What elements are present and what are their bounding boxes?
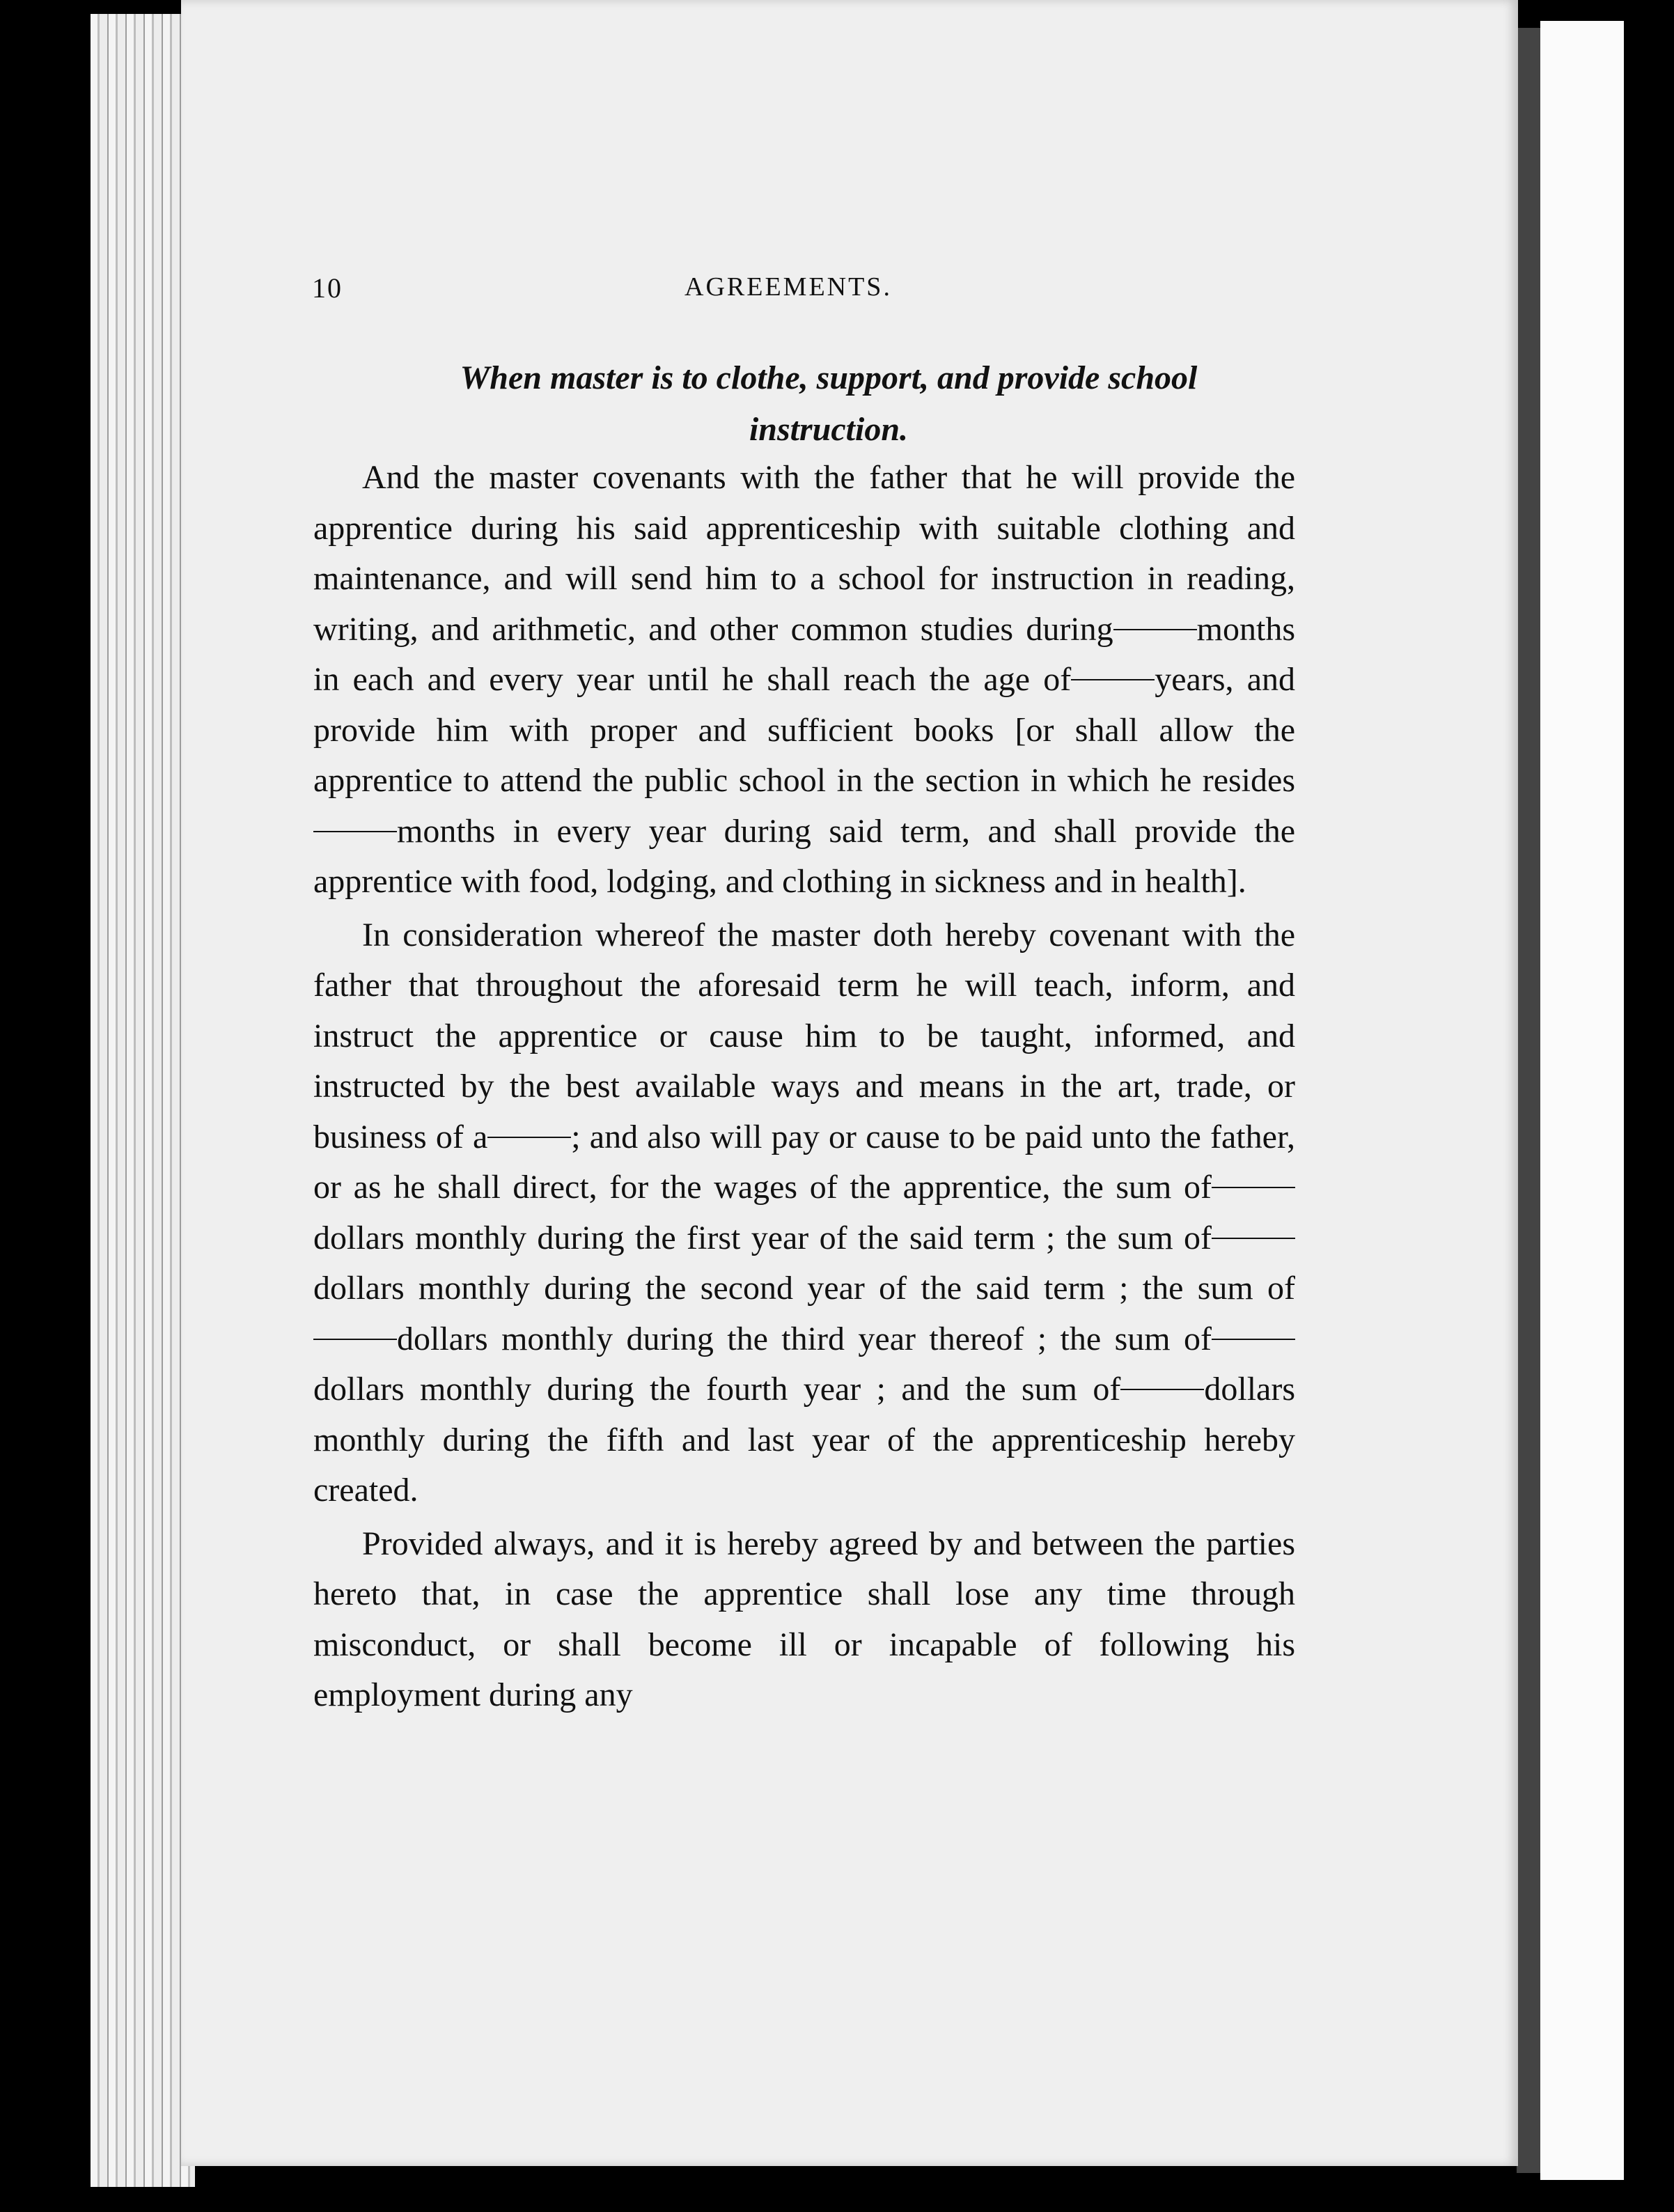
text-segment: months in every year during said term, and shall provide the apprentice with food, lodging, and clothing in sickness and in health]. <box>313 812 1295 900</box>
heading-line-1: When master is to clothe, support, and provide school <box>460 359 1198 396</box>
text-segment: dollars monthly during the first year of the said term ; the sum of <box>313 1219 1212 1256</box>
facing-page-edge <box>1540 21 1624 2180</box>
blank-line <box>1071 679 1155 680</box>
page-header <box>312 272 911 313</box>
blank-line <box>1212 1187 1295 1188</box>
body-text <box>313 453 1295 1721</box>
blank-line <box>313 831 397 832</box>
blank-line <box>1120 1389 1204 1390</box>
book-spine <box>1517 28 1540 2173</box>
blank-line <box>313 1339 397 1340</box>
text-segment: months in each and every year until he shall reach the age of <box>313 610 1295 698</box>
paragraph-2 <box>313 910 1295 1516</box>
paragraph-1 <box>313 453 1295 908</box>
text-segment: dollars monthly during the fifth and last year of the apprenticeship hereby created. <box>313 1371 1295 1509</box>
text-segment: Provided always, and it is hereby agreed by and between the parties hereto that, in case the apprentice shall lose any time through misconduct, or shall become ill or incapable of following his employment during any <box>313 1525 1295 1713</box>
text-segment: years, and provide him with proper and sufficient books [or shall allow the apprentice to attend the public school in the section in which he resides <box>313 661 1296 799</box>
blank-line <box>1113 629 1197 630</box>
text-segment: dollars monthly during the fourth year ; and the sum of <box>313 1371 1121 1408</box>
section-heading <box>279 352 1379 455</box>
text-segment: In consideration whereof the master doth hereby covenant with the father that throughout the aforesaid term he will teach, inform, and instruct the apprentice or cause him to be taught, informed, and instructed by the best available ways and means in the art, trade, or business of a <box>313 916 1295 1155</box>
heading-line-2: instruction. <box>749 411 909 448</box>
running-title: AGREEMENTS. <box>685 272 892 302</box>
blank-line <box>1212 1339 1295 1340</box>
text-segment: dollars monthly during the second year of the said term ; the sum of <box>313 1270 1295 1307</box>
text-segment: dollars monthly during the third year thereof ; the sum of <box>397 1320 1212 1357</box>
text-segment: And the master covenants with the father that he will provide the apprentice during his said apprenticeship with suitable clothing and maintenance, and will send him to a school for instruction in reading, writing, and arithmetic, and other common studies during <box>313 459 1295 648</box>
blank-line <box>487 1137 571 1138</box>
page-edges <box>91 14 195 2187</box>
page-number: 10 <box>312 272 343 304</box>
paragraph-3 <box>313 1519 1295 1721</box>
text-segment: ; and also will pay or cause to be paid unto the father, or as he shall direct, for the wages of the apprentice, the sum of <box>313 1118 1296 1206</box>
blank-line <box>1212 1238 1295 1239</box>
